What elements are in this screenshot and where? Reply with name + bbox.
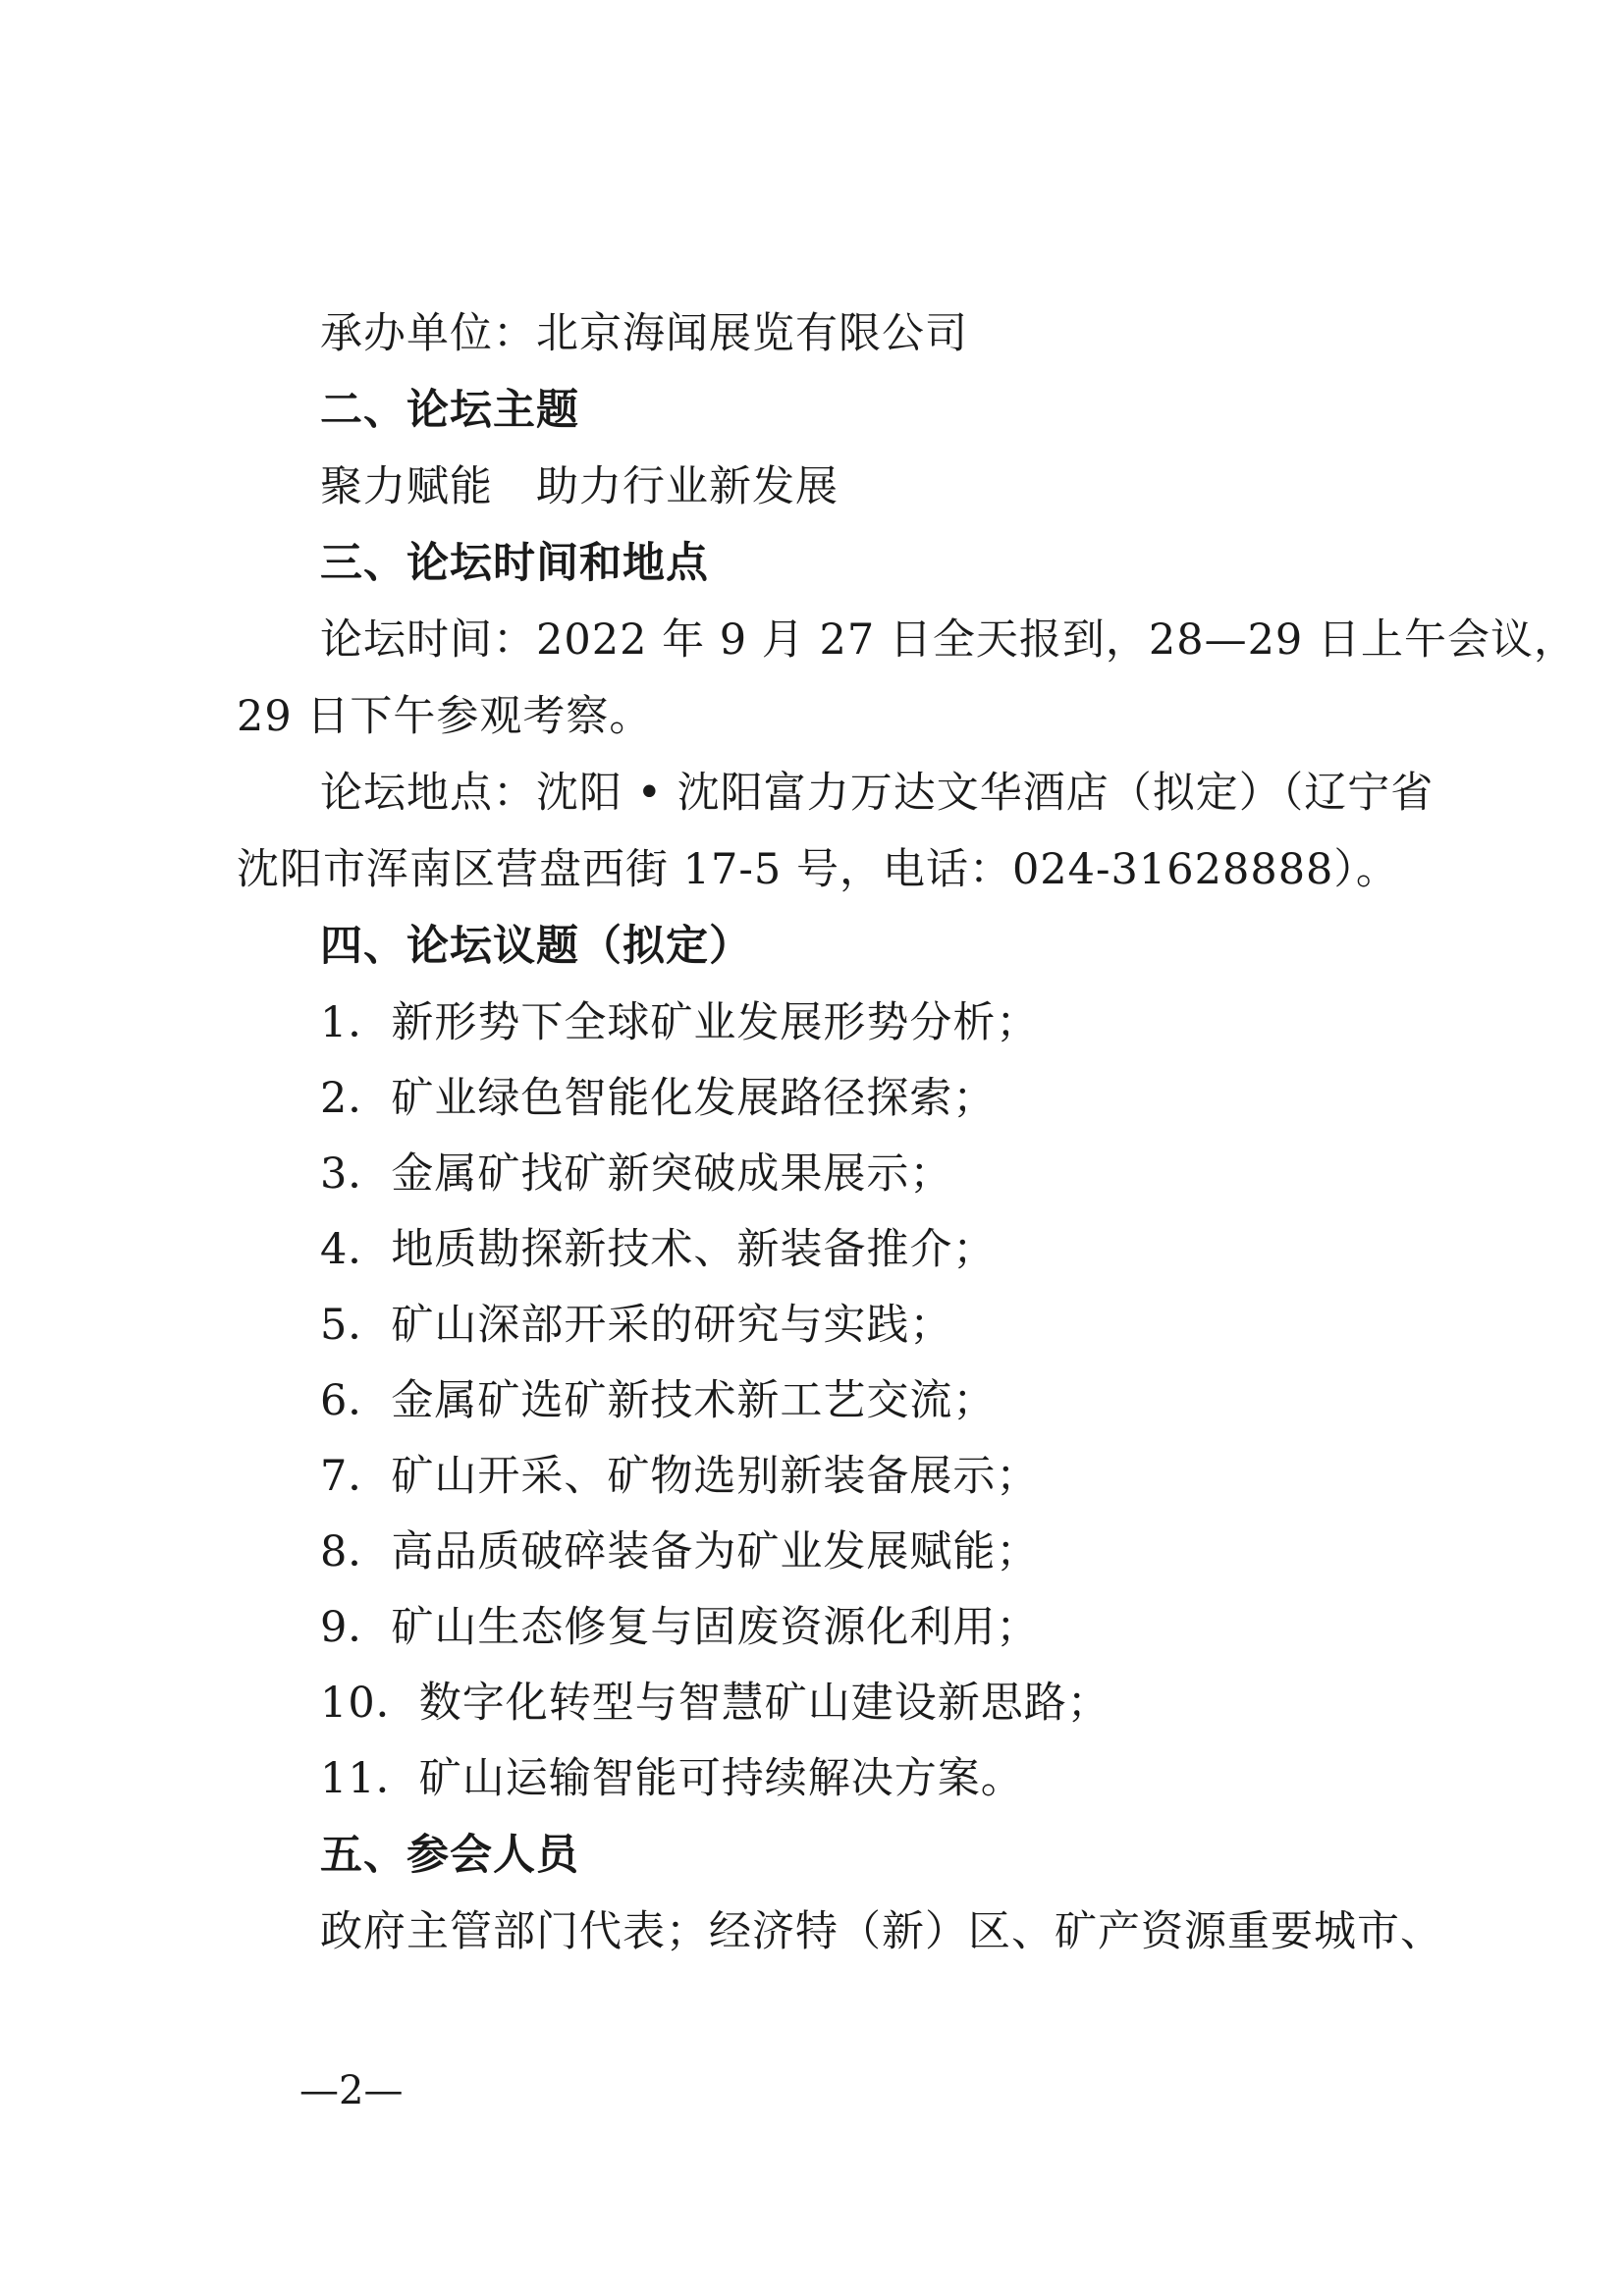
topic-item: 8．高品质破碎装备为矿业发展赋能； (320, 1527, 1040, 1576)
topic-item: 5．矿山深部开采的研究与实践； (320, 1301, 953, 1350)
topic-item: 11．矿山运输智能可持续解决方案。 (320, 1754, 1024, 1803)
topic-item: 6．金属矿选矿新技术新工艺交流； (320, 1376, 997, 1425)
section5-heading: 五、参会人员 (320, 1831, 579, 1880)
topic-item: 7．矿山开采、矿物选别新装备展示； (320, 1452, 1040, 1501)
theme-text: 聚力赋能 助力行业新发展 (320, 462, 839, 511)
organizer-line: 承办单位：北京海闻展览有限公司 (320, 309, 968, 358)
topic-item: 10．数字化转型与智慧矿山建设新思路； (320, 1679, 1110, 1728)
venue-line-1: 论坛地点：沈阳 • 沈阳富力万达文华酒店（拟定）（辽宁省 (320, 769, 1435, 818)
page-number: —2— (299, 2068, 404, 2113)
time-line-1: 论坛时间：2022 年 9 月 27 日全天报到，28—29 日上午会议， (320, 615, 1577, 665)
section2-heading: 二、论坛主题 (320, 386, 579, 435)
topic-item: 2．矿业绿色智能化发展路径探索； (320, 1074, 997, 1123)
topic-item: 3．金属矿找矿新突破成果展示； (320, 1149, 953, 1199)
time-line-2: 29 日下午参观考察。 (237, 692, 653, 741)
topic-item: 4．地质勘探新技术、新装备推介； (320, 1225, 997, 1274)
section4-heading: 四、论坛议题（拟定） (320, 922, 752, 971)
topic-item: 9．矿山生态修复与固废资源化利用； (320, 1603, 1040, 1652)
section3-heading: 三、论坛时间和地点 (320, 539, 709, 588)
topic-item: 1．新形势下全球矿业发展形势分析； (320, 998, 1040, 1047)
venue-line-2: 沈阳市浑南区营盘西街 17-5 号，电话：024-31628888）。 (237, 845, 1399, 894)
participants-line: 政府主管部门代表；经济特（新）区、矿产资源重要城市、 (320, 1907, 1443, 1956)
